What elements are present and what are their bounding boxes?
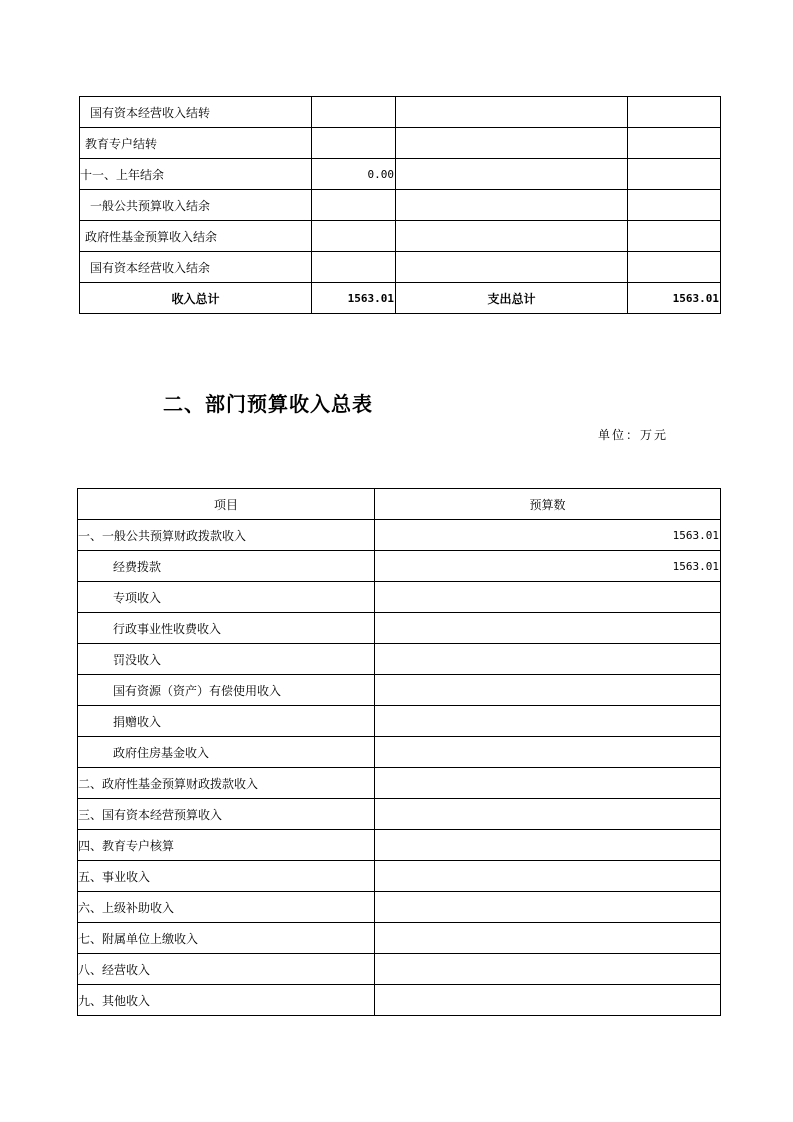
section-title: 二、部门预算收入总表 (163, 392, 373, 416)
table-row (78, 613, 721, 644)
expense-item-label (396, 159, 628, 190)
revenue-item-amount (375, 954, 721, 985)
income-total-label: 收入总计 (80, 283, 312, 314)
total-row (80, 283, 721, 314)
income-item-amount (312, 190, 396, 221)
expense-item-amount (628, 159, 721, 190)
expense-item-label (396, 221, 628, 252)
revenue-item-amount (375, 737, 721, 768)
income-total-amount: 1563.01 (312, 283, 396, 314)
revenue-item-amount (375, 892, 721, 923)
table-row (78, 799, 721, 830)
revenue-item-amount: 1563.01 (375, 551, 721, 582)
revenue-item-label: 捐赠收入 (78, 706, 375, 737)
table-row (78, 551, 721, 582)
revenue-item-label: 三、国有资本经营预算收入 (78, 799, 375, 830)
income-item-amount (312, 252, 396, 283)
revenue-item-label: 六、上级补助收入 (78, 892, 375, 923)
table-row (80, 221, 721, 252)
income-item-label: 教育专户结转 (80, 128, 312, 159)
unit-label: 单位：万元 (598, 428, 669, 442)
revenue-item-label: 国有资源（资产）有偿使用收入 (78, 675, 375, 706)
income-item-label: 一般公共预算收入结余 (80, 190, 312, 221)
revenue-item-amount (375, 706, 721, 737)
table-row (78, 737, 721, 768)
expense-item-amount (628, 252, 721, 283)
revenue-item-label: 一、一般公共预算财政拨款收入 (78, 520, 375, 551)
table-row (78, 706, 721, 737)
table-row (78, 520, 721, 551)
revenue-item-amount: 1563.01 (375, 520, 721, 551)
revenue-item-label: 政府住房基金收入 (78, 737, 375, 768)
income-item-amount (312, 97, 396, 128)
table-row (78, 954, 721, 985)
revenue-item-label: 八、经营收入 (78, 954, 375, 985)
revenue-item-label: 经费拨款 (78, 551, 375, 582)
income-item-amount: 0.00 (312, 159, 396, 190)
expense-item-label (396, 252, 628, 283)
income-item-label: 国有资本经营收入结余 (80, 252, 312, 283)
revenue-item-amount (375, 675, 721, 706)
table-header-row (78, 489, 721, 520)
table-row (78, 644, 721, 675)
header-item: 项目 (78, 489, 375, 520)
revenue-item-label: 二、政府性基金预算财政拨款收入 (78, 768, 375, 799)
revenue-item-label: 九、其他收入 (78, 985, 375, 1016)
table-row (78, 861, 721, 892)
table-row (80, 97, 721, 128)
table-row (80, 128, 721, 159)
table-row (78, 830, 721, 861)
revenue-item-amount (375, 923, 721, 954)
table-row (78, 768, 721, 799)
revenue-item-amount (375, 582, 721, 613)
revenue-item-amount (375, 644, 721, 675)
expense-item-label (396, 128, 628, 159)
expense-total-label: 支出总计 (396, 283, 628, 314)
table-row (80, 190, 721, 221)
table-row (78, 923, 721, 954)
table-row (78, 985, 721, 1016)
revenue-item-amount (375, 799, 721, 830)
income-expense-summary-table (79, 96, 721, 314)
income-item-label: 国有资本经营收入结转 (80, 97, 312, 128)
expense-item-amount (628, 190, 721, 221)
revenue-item-label: 罚没收入 (78, 644, 375, 675)
revenue-item-amount (375, 861, 721, 892)
table-row (80, 252, 721, 283)
revenue-item-amount (375, 830, 721, 861)
revenue-item-amount (375, 613, 721, 644)
revenue-item-label: 五、事业收入 (78, 861, 375, 892)
table-row (78, 675, 721, 706)
income-item-label: 政府性基金预算收入结余 (80, 221, 312, 252)
table-row (78, 892, 721, 923)
expense-item-amount (628, 221, 721, 252)
revenue-item-label: 四、教育专户核算 (78, 830, 375, 861)
department-income-summary-table (77, 488, 721, 1016)
income-item-amount (312, 128, 396, 159)
revenue-item-label: 七、附属单位上缴收入 (78, 923, 375, 954)
revenue-item-amount (375, 985, 721, 1016)
table-row (78, 582, 721, 613)
expense-item-label (396, 190, 628, 221)
expense-total-amount: 1563.01 (628, 283, 721, 314)
revenue-item-label: 行政事业性收费收入 (78, 613, 375, 644)
revenue-item-amount (375, 768, 721, 799)
expense-item-amount (628, 128, 721, 159)
expense-item-label (396, 97, 628, 128)
income-item-amount (312, 221, 396, 252)
income-item-label: 十一、上年结余 (80, 159, 312, 190)
header-amount: 预算数 (375, 489, 721, 520)
revenue-item-label: 专项收入 (78, 582, 375, 613)
table-row (80, 159, 721, 190)
expense-item-amount (628, 97, 721, 128)
